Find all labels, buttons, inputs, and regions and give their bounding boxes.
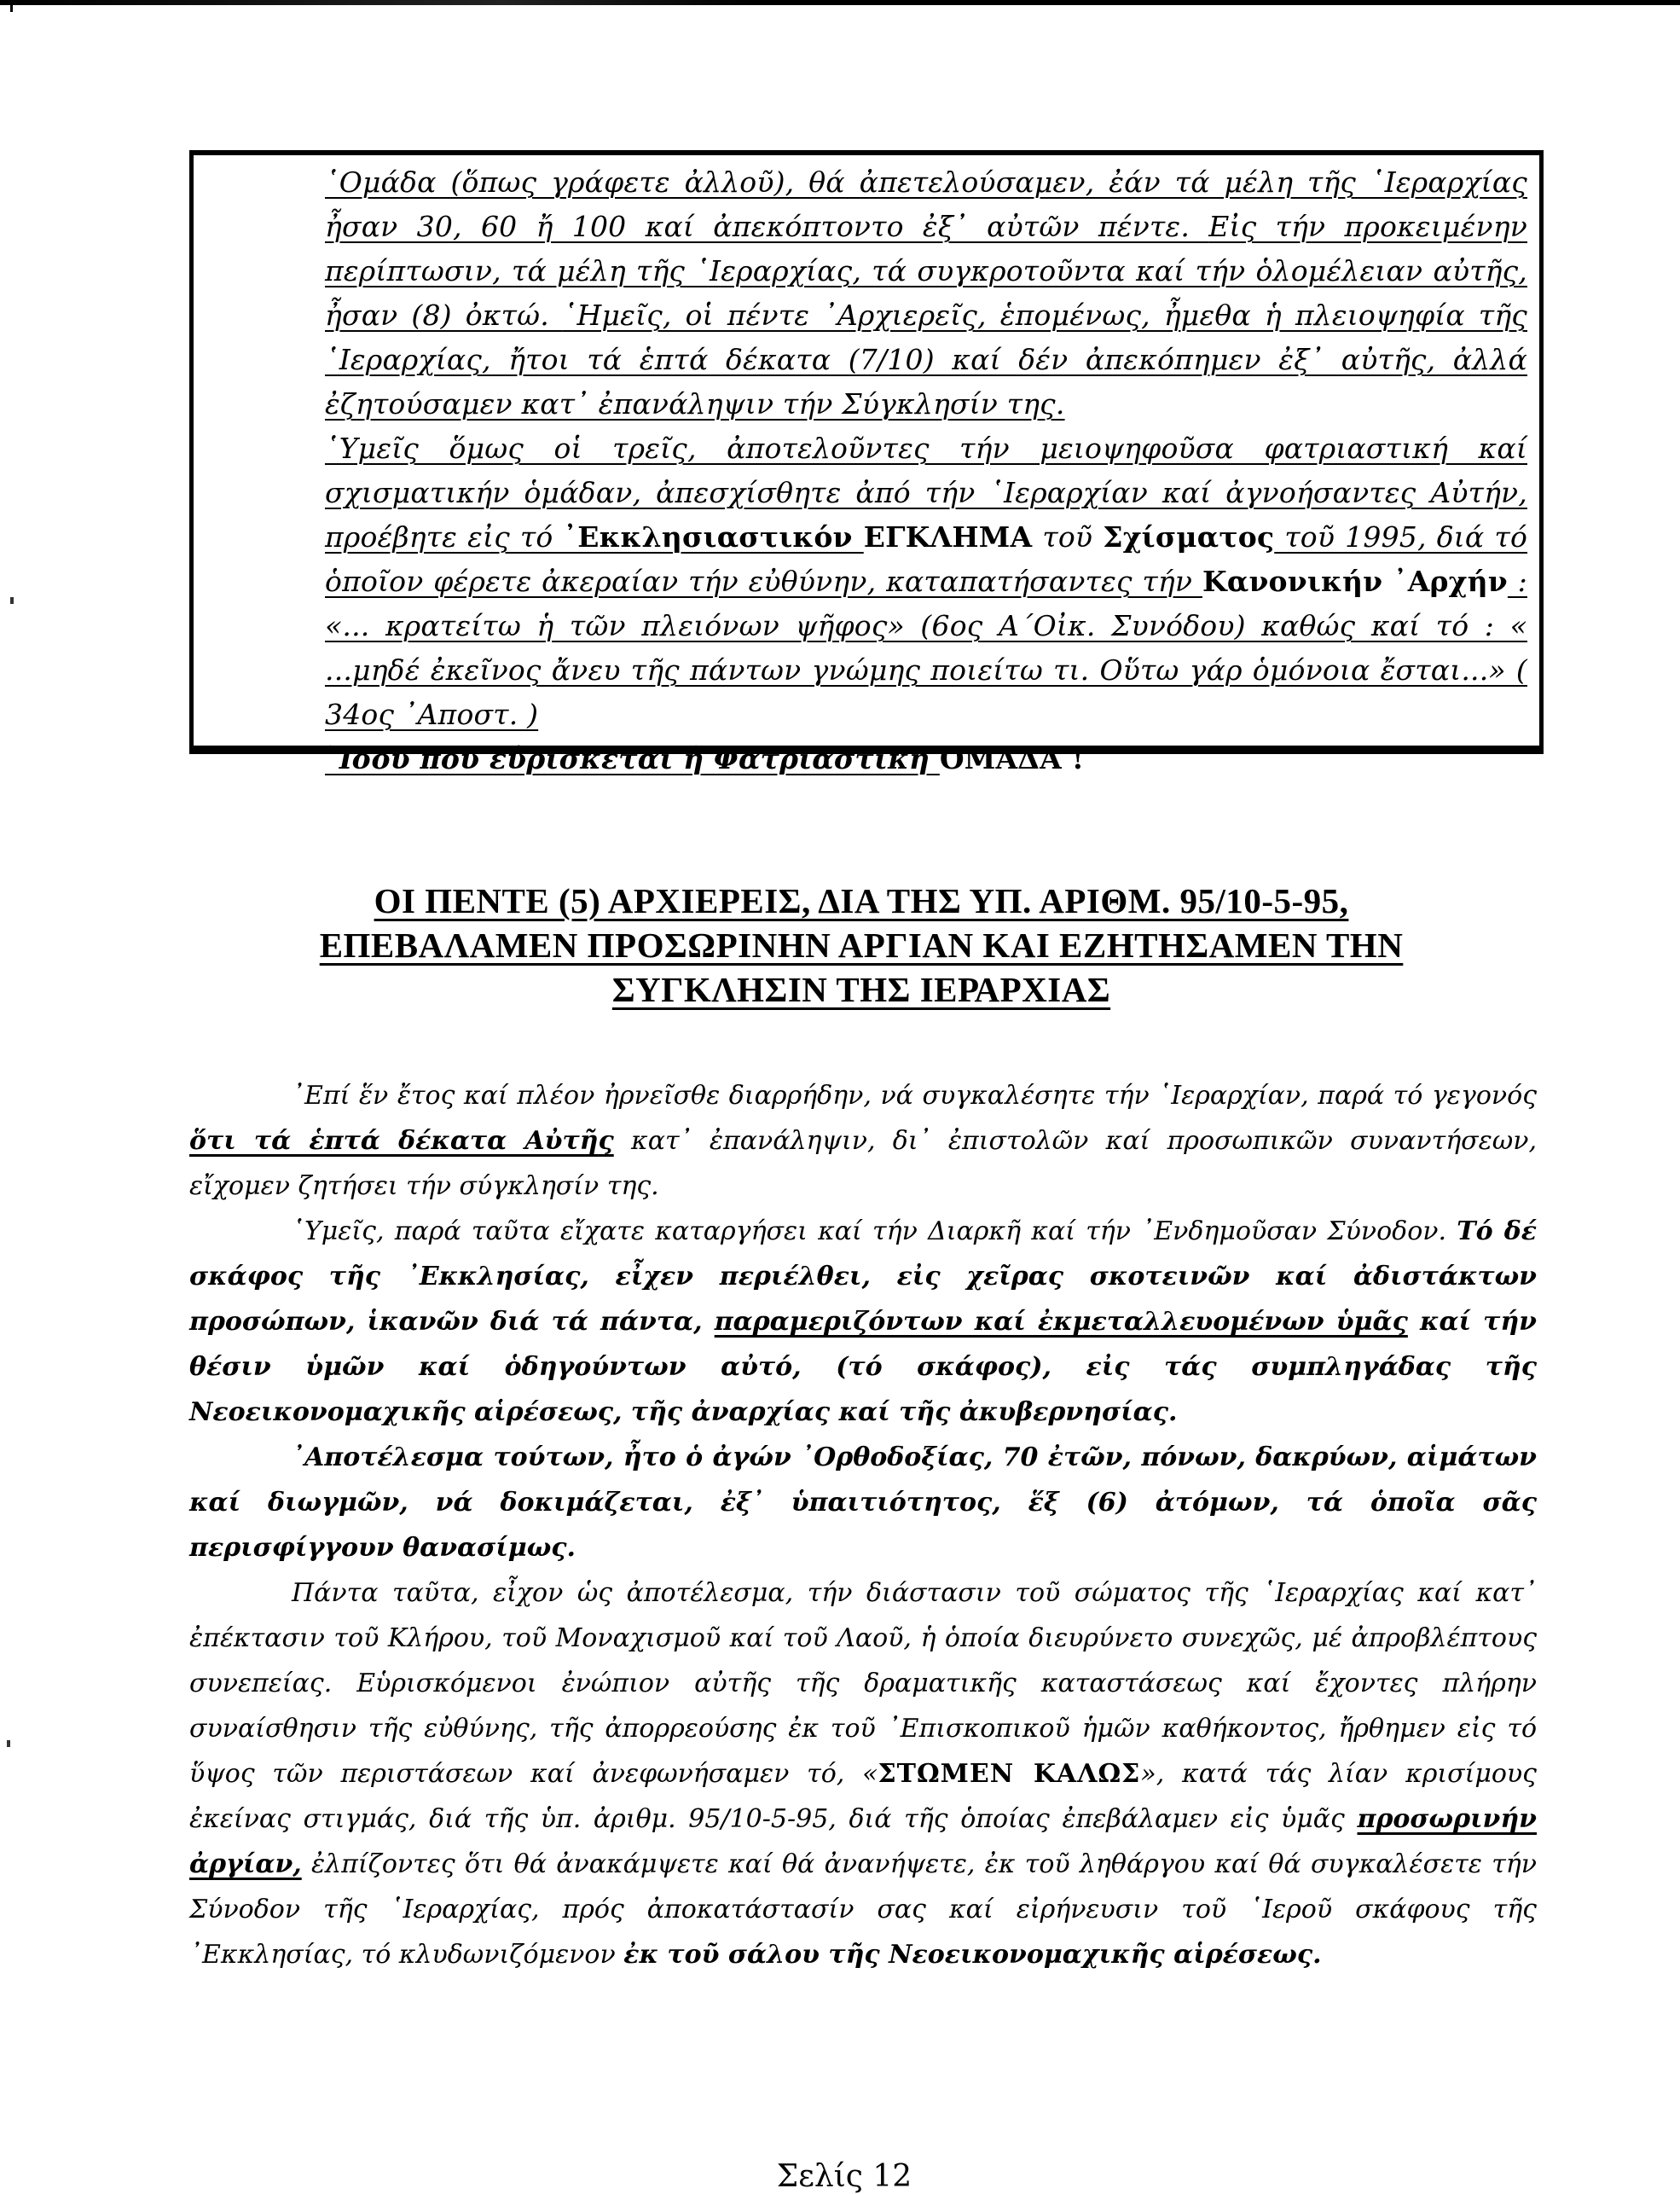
box-p2-crime: ΕΓΚΛΗΜΑ: [863, 520, 1033, 554]
body-paragraph-3: [189, 1435, 1537, 1570]
boxed-quote: [189, 150, 1544, 775]
body-p4-d: ἐλπίζοντες ὅτι θά ἀνακάμψετε καί θά ἀνανήψετε, ἐκ τοῦ ληθάργου καί θά συγκαλέσετε τήν Σύνοδον τῆς ῾Ιεραρχίας, πρός ἀποκατάστασίν σας καί εἰρήνευσιν τοῦ ῾Ιεροῦ σκάφους τῆς ᾽Εκκλησίας, τό κλυδωνιζόμενον: [189, 1849, 1537, 1970]
box-p2-ecclesiastical: ᾽Εκκλησιαστικόν: [563, 520, 864, 554]
body-p1-b: ὅτι τά ἑπτά δέκατα Αὐτῆς: [189, 1126, 614, 1156]
body-paragraph-1: [189, 1073, 1537, 1209]
scan-artifact-mark: [10, 0, 13, 12]
body-p4-b: », κατά τάς λίαν κρισίμους ἐκείνας στιγμάς, διά τῆς ὑπ. ἀριθμ. 95/10-5-95, διά τῆς ὁποίας ἐπεβάλαμεν εἰς ὑμᾶς: [189, 1759, 1537, 1834]
box-p1-text-b: Εἰς τήν προκειμένην περίπτωσιν, τά μέλη τῆς ῾Ιεραρχίας, τά συγκροτοῦντα καί τήν ὁλομέλειαν αὐτῆς, ἦσαν (8) ὀκτώ.: [325, 210, 1528, 332]
body-text: [189, 1073, 1537, 1977]
body-p4-e: ἐκ τοῦ σάλου τῆς Νεοεικονομαχικῆς αἱρέσεως.: [623, 1940, 1322, 1970]
body-p3-a: ᾽Αποτέλεσμα τούτων, ἦτο ὁ ἀγών ᾽Ορθοδοξίας, 70 ἐτῶν, πόνων, δακρύων, αἱμάτων καί διωγμῶν, νά δοκιμάζεται, ἐξ᾽ ὑπαιτιότητος, ἕξ (6) ἀτόμων, τά ὁποῖα σᾶς περισφίγγουν θανασίμως.: [189, 1442, 1537, 1563]
body-p4-a: Πάντα ταῦτα, εἶχον ὡς ἀποτέλεσμα, τήν διάστασιν τοῦ σώματος τῆς ῾Ιεραρχίας καί κατ᾽ ἐπέκτασιν τοῦ Κλήρου, τοῦ Μοναχισμοῦ καί τοῦ Λαοῦ, ἡ ὁποία διευρύνετο συνεχῶς, μέ ἀπροβλέπτους συνεπείας. Εὑρισκόμενοι ἐνώπιον αὐτῆς τῆς δραματικῆς καταστάσεως καί ἔχοντες πλήρην συναίσθησιν τῆς εὐθύνης, τῆς ἀπορρεούσης ἐκ τοῦ ᾽Επισκοπικοῦ ἡμῶν καθήκοντος, ἤρθημεν εἰς τό ὕψος τῶν περιστάσεων καί ἀνεφωνήσαμεν τό, «: [189, 1578, 1537, 1789]
box-p1-text-c: ῾Ημεῖς, οἱ πέντε ᾽Αρχιερεῖς, ἑπομένως, ἦμεθα ἡ πλειοψηφία τῆς ῾Ιεραρχίας, ἤτοι τά ἑπτά δέκατα (7/10) καί δέν ἀπεκόπημεν ἐξ᾽ αὐτῆς, ἀλλά ἐζητούσαμεν κατ᾽ ἐπανάληψιν τήν Σύγκλησίν της.: [325, 299, 1527, 421]
box-p2-canonical-principle: Κανονικήν ᾽Αρχήν: [1202, 565, 1508, 598]
heading-line-1: ΟΙ ΠΕΝΤΕ (5) ΑΡΧΙΕΡΕΙΣ, ΔΙΑ ΤΗΣ ΥΠ. ΑΡΙΘΜ. 95/10-5-95,: [374, 881, 1349, 920]
heading-line-2: ΕΠΕΒΑΛΑΜΕΝ ΠΡΟΣΩΡΙΝΗΝ ΑΡΓΙΑΝ ΚΑΙ ΕΖΗΤΗΣΑΜΕΝ ΤΗΝ: [319, 926, 1404, 965]
body-p2-a: ῾Υμεῖς, παρά ταῦτα εἴχατε καταργήσει καί τήν Διαρκῆ καί τήν ᾽Ενδημοῦσαν Σύνοδον.: [292, 1216, 1457, 1246]
section-heading: [196, 879, 1526, 1012]
body-p2-d: καί τήν θέσιν ὑμῶν καί ὁδηγούντων αὐτό, (τό σκάφος), εἰς τάς συμπληγάδας τῆς Νεοεικονομαχικῆς αἱρέσεως, τῆς ἀναρχίας καί τῆς ἀκυβερνησίας.: [189, 1307, 1537, 1427]
scan-top-edge-dark: [921, 0, 1680, 5]
box-closing-line: [206, 737, 1527, 781]
body-p2-b: Τό δέ σκάφος τῆς ᾽Εκκλησίας, εἶχεν περιέλθει, εἰς χεῖρας σκοτεινῶν καί ἀδιστάκτων προσώπων, ἱκανῶν διά τά πάντα,: [189, 1216, 1537, 1337]
box-paragraph-1: [206, 160, 1527, 427]
body-p4-c: προσωρινήν ἀργίαν,: [189, 1804, 1537, 1879]
page-number: Σελίς 12: [776, 2159, 912, 2194]
box-closing-emphasis: ΟΜΑΔΑ !: [939, 742, 1085, 775]
box-paragraph-2: [206, 427, 1527, 737]
body-paragraph-2: [189, 1209, 1537, 1435]
box-p2-text-c: : «... κρατείτω ἡ τῶν πλειόνων ψῆφος» (6ος Α´Οἰκ. Συνόδου) καθώς καί τό : « ...μηδέ ἐκεῖνος ἄνευ τῆς πάντων γνώμης ποιείτω τι. Οὕτω γάρ ὁμόνοια ἔσται...» ( 34ος ᾽Αποστ. ): [325, 565, 1527, 731]
scan-speck: [7, 1740, 10, 1747]
body-p4-slogan: ΣΤΩΜΕΝ ΚΑΛΩΣ: [878, 1759, 1141, 1789]
box-closing-text: ῎Ιδού πού εὑρίσκεται ἡ Φατριαστική: [325, 742, 940, 775]
box-p2-text-b: τοῦ 1995, διά τό ὁποῖον φέρετε ἀκεραίαν τήν εὐθύνην, καταπατήσαντες τήν: [325, 520, 1528, 598]
box-p2-schism: Σχίσματος: [1103, 520, 1275, 554]
box-p2-text-a: ῾Υμεῖς ὅμως οἱ τρεῖς, ἀποτελοῦντες τήν μειοψηφοῦσα φατριαστική καί σχισματικήν ὁμάδαν, ἀπεσχίσθητε ἀπό τήν ῾Ιεραρχίαν καί ἀγνοήσαντες Αὐτήν, προέβητε εἰς τό: [325, 432, 1527, 554]
body-paragraph-4: [189, 1570, 1537, 1977]
heading-line-3: ΣΥΓΚΛΗΣΙΝ ΤΗΣ ΙΕΡΑΡΧΙΑΣ: [611, 970, 1111, 1009]
body-p2-c: παραμεριζόντων καί ἐκμεταλλευομένων ὑμᾶς: [714, 1307, 1408, 1337]
box-p2-of: τοῦ: [1032, 520, 1104, 554]
scan-speck: [10, 597, 14, 604]
body-p1-a: ᾽Επί ἕν ἔτος καί πλέον ἠρνεῖσθε διαρρήδην, νά συγκαλέσητε τήν ῾Ιεραρχίαν, παρά τό γεγονός: [292, 1081, 1537, 1111]
body-p1-c: κατ᾽ ἐπανάληψιν, δι᾽ ἐπιστολῶν καί προσωπικῶν συναντήσεων, εἴχομεν ζητήσει τήν σύγκλησίν της.: [189, 1126, 1537, 1201]
box-p1-text-a: ῾Ομάδα (ὅπως γράφετε ἀλλοῦ), θά ἀπετελούσαμεν, ἐάν τά μέλη τῆς ῾Ιεραρχίας ἦσαν 30, 60 ἤ 100 καί ἀπεκόπτοντο ἐξ᾽ αὐτῶν πέντε.: [325, 165, 1527, 243]
